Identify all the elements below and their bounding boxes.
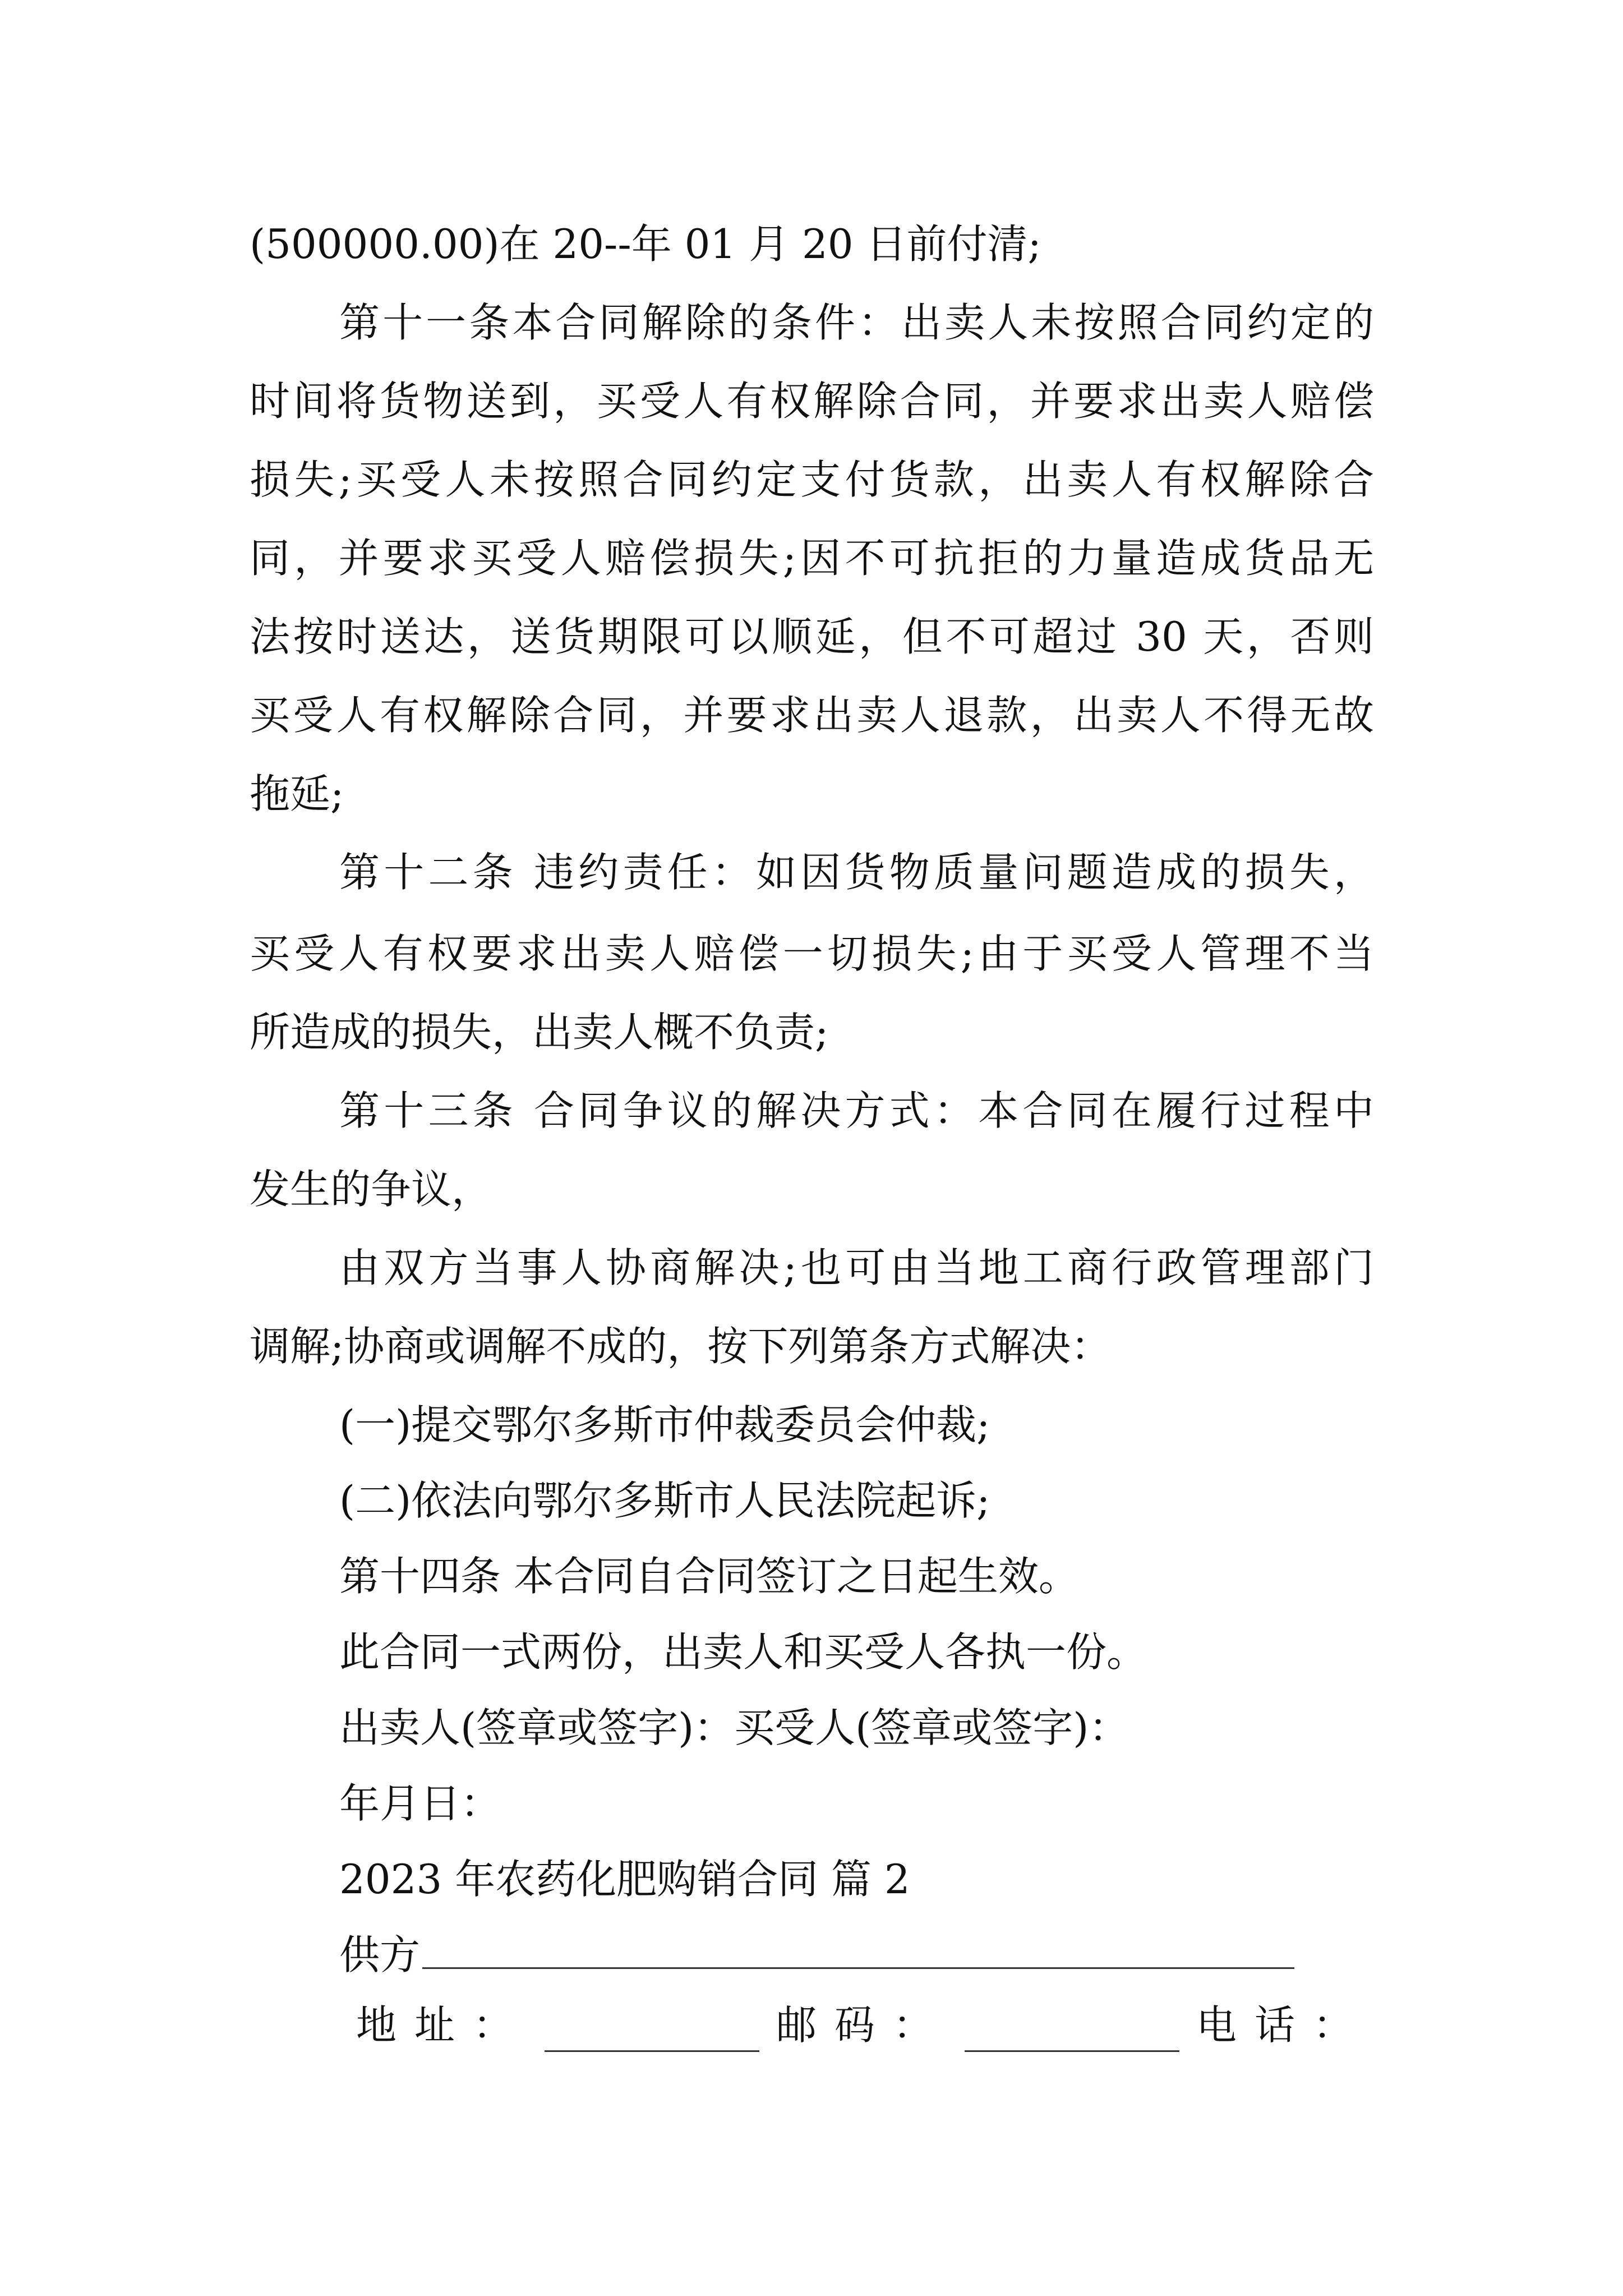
option-court: (二)依法向鄂尔多斯市人民法院起诉; <box>339 1477 990 1524</box>
article-11-line-4: 同，并要求买受人赔偿损失;因不可抗拒的力量造成货品无 <box>250 535 1374 582</box>
dispute-line-1: 由双方当事人协商解决;也可由当地工商行政管理部门 <box>339 1244 1374 1291</box>
article-11-line-5: 法按时送达，送货期限可以顺延，但不可超过 30 天，否则 <box>250 613 1374 660</box>
option-arbitration: (一)提交鄂尔多斯市仲裁委员会仲裁; <box>339 1401 990 1448</box>
contract-2-title: 2023 年农药化肥购销合同 篇 2 <box>339 1856 910 1903</box>
article-11-line-6: 买受人有权解除合同，并要求出卖人退款，出卖人不得无故 <box>250 692 1374 739</box>
zip-label: 邮码： <box>776 2001 951 2049</box>
dispute-line-2: 调解;协商或调解不成的，按下列第条方式解决： <box>250 1323 1112 1370</box>
zip-blank <box>965 2011 1179 2052</box>
date-line: 年月日： <box>339 1780 501 1827</box>
article-11-line-7: 拖延; <box>250 770 344 817</box>
supplier-label: 供方 <box>339 1931 421 1978</box>
article-12-line-1: 第十二条 违约责任：如因货物质量问题造成的损失， <box>339 849 1374 896</box>
article-11-line-3: 损失;买受人未按照合同约定支付货款，出卖人有权解除合 <box>250 456 1374 503</box>
article-11-line-2: 时间将货物送到，买受人有权解除合同，并要求出卖人赔偿 <box>250 378 1374 425</box>
article-13-line-1: 第十三条 合同争议的解决方式：本合同在履行过程中 <box>339 1087 1374 1134</box>
payment-line: (500000.00)在 20--年 01 月 20 日前付清; <box>250 220 1041 268</box>
address-label: 地址： <box>356 2001 532 2049</box>
article-12-line-3: 所造成的损失，出卖人概不负责; <box>250 1009 829 1056</box>
article-11-line-1: 第十一条本合同解除的条件：出卖人未按照合同约定的 <box>339 299 1374 346</box>
contact-row <box>356 1998 1371 2052</box>
article-12-line-2: 买受人有权要求出卖人赔偿一切损失;由于买受人管理不当 <box>250 930 1374 977</box>
supplier-blank <box>422 1928 1294 1969</box>
address-blank <box>545 2011 759 2052</box>
article-14: 第十四条 本合同自合同签订之日起生效。 <box>339 1553 1079 1600</box>
copies-clause: 此合同一式两份，出卖人和买受人各执一份。 <box>339 1628 1147 1676</box>
phone-label: 电话： <box>1196 2001 1371 2049</box>
article-13-line-2: 发生的争议， <box>250 1166 492 1213</box>
signature-line: 出卖人(签章或签字)：买受人(签章或签字)： <box>339 1704 1129 1751</box>
supplier-row <box>339 1928 1294 1982</box>
